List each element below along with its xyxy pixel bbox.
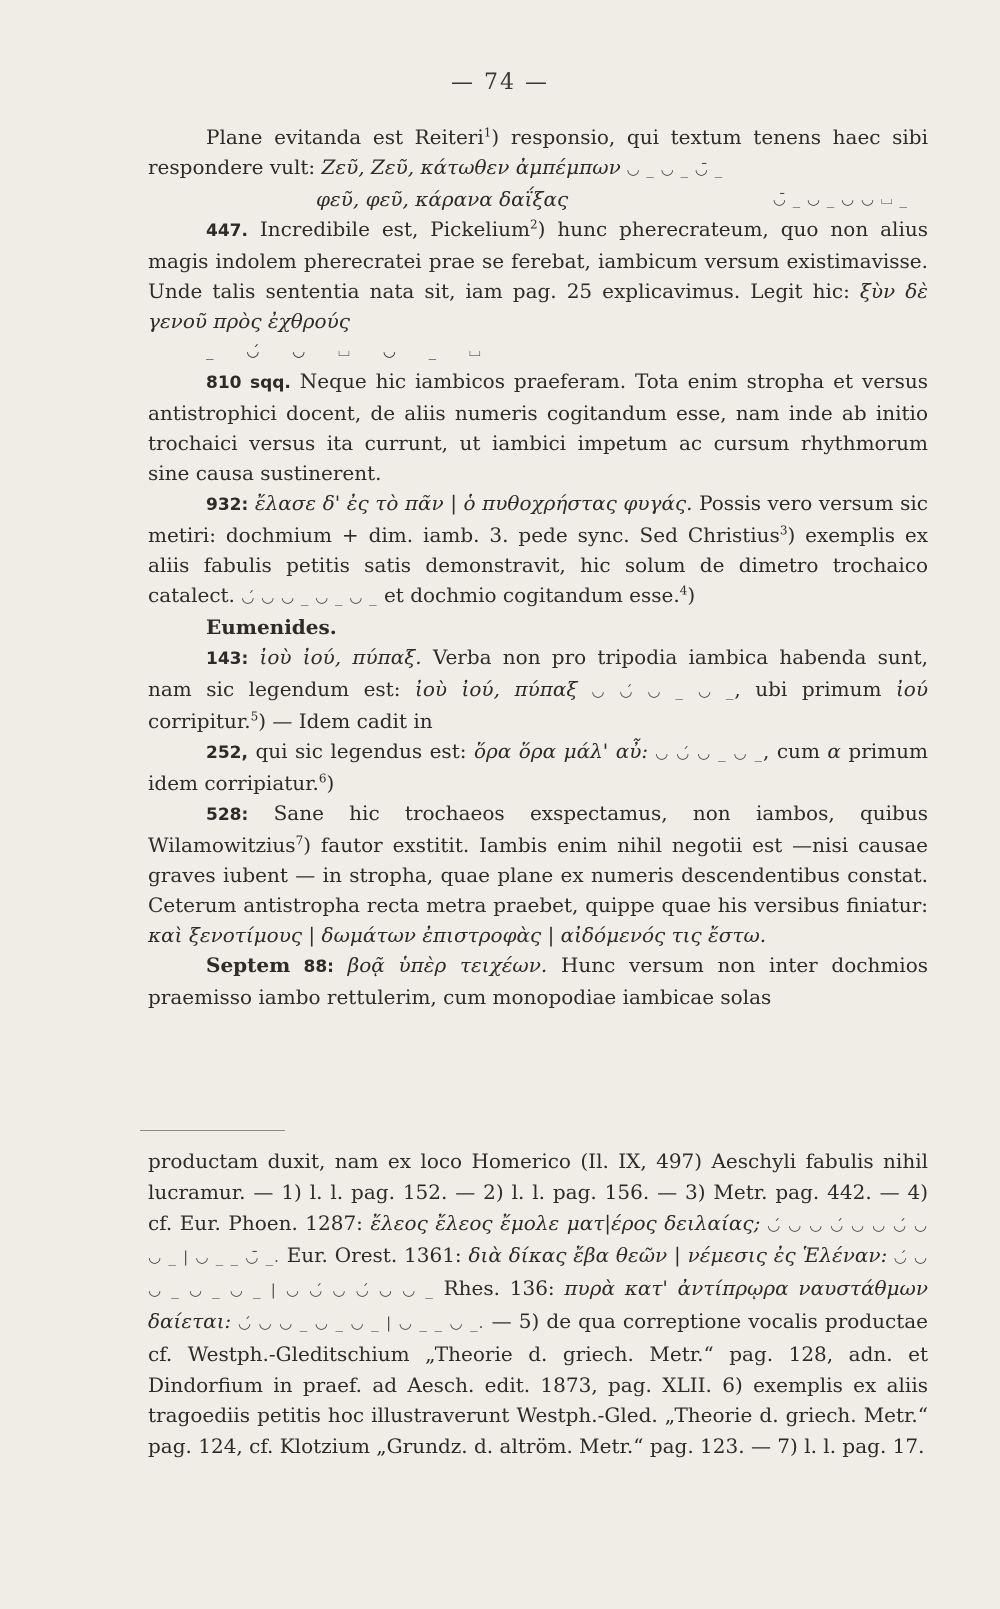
paragraph [148, 488, 928, 612]
greek-quote: φεῦ, φεῦ, κάρανα δαΐξας [316, 187, 569, 211]
text-segment: ) [687, 583, 696, 607]
text-segment: Incredibile est, Pickelium [247, 217, 530, 241]
meter-line: _ ◡́ ◡ ⌴ ◡ _ ⌴ [206, 342, 495, 360]
verse-reference: 447. [206, 221, 248, 241]
footnote-marker: 3 [779, 523, 788, 538]
verse-line [148, 184, 928, 214]
verse-reference: 143: [206, 649, 249, 669]
greek-quote: ἔλεος ἔλεος ἔμολε ματ|έρος δειλαίας; [370, 1210, 761, 1235]
footnote-marker: 1 [483, 125, 492, 140]
text-segment: , cum [763, 739, 828, 763]
section-heading: Eumenides. [206, 615, 337, 639]
text-segment: corripitur. [148, 709, 251, 733]
greek-quote: πυρὰ κατ' ἀντίπρῳρα ναυστάθμων δαίεται: [148, 1276, 928, 1333]
footnotes [148, 1146, 928, 1462]
page-number: — 74 — [451, 70, 549, 95]
meter-scheme: ◡́ ◡ ◡ _ ◡ _ ◡ _ | ◡ ◡́ ◡ ◡́ ◡ ◡ _ [148, 1248, 929, 1300]
text-segment: ) fautor exstitit. Iambis enim nihil negotii est —nisi causae graves iubent — in stropha, quae plane ex numeris descendentibus constat. Ceterum antistropha recta metra praebet, quippe quae his versibus finiatur: [148, 833, 928, 917]
meter-scheme: ◡ ◡́ ◡ _ ◡ _ [648, 744, 763, 762]
greek-quote: βοᾷ ὑπὲρ τειχέων. [347, 953, 548, 977]
meter-scheme: ◡́ ◡ ◡ _ ◡ _ ◡ _ [241, 588, 378, 606]
greek-quote: Ζεῦ, Ζεῦ, κάτωθεν ἀμπέμπων [321, 155, 621, 179]
paragraph [148, 122, 928, 184]
verse-reference: 88: [290, 957, 334, 977]
meter-scheme: ◡ ◡́ ◡ _ ◡ _ [577, 682, 735, 700]
text-segment: Verba non pro tripodia iambica habenda sunt, nam sic legendum est: [148, 645, 928, 701]
text-segment: Possis vero versum sic metiri: dochmium + dim. iamb. 3. pede sync. Sed Christius [148, 491, 928, 547]
text-segment: Rhes. 136: [433, 1276, 565, 1301]
verse-reference: 252, [206, 743, 248, 763]
paragraph [148, 642, 928, 736]
greek-quote: ἰοὺ ἰού, πύπαξ [414, 677, 578, 701]
footnote-marker: 5 [250, 709, 259, 724]
text-segment: Sane hic trochaeos exspectamus, non iambos, quibus Wilamowitzius [148, 801, 928, 857]
meter-scheme: ◡ _ ◡ _ ◡̄ _ [620, 160, 724, 178]
greek-quote: ξὺν δὲ γενοῦ πρὸς ἐχθρούς [148, 279, 928, 333]
greek-quote: ἰοὺ ἰού, πύπαξ. [259, 645, 422, 669]
text-segment [334, 953, 348, 977]
footnote-divider [140, 1130, 285, 1131]
text-segment: Hunc versum non inter dochmios praemisso iambo rettulerim, cum monopodiae iambicae solas [148, 953, 928, 1009]
verse-reference: 528: [206, 805, 249, 825]
paragraph [148, 214, 928, 336]
text-segment: ) responsio, qui textum tenens haec sibi respondere vult: [148, 125, 928, 179]
text-segment: qui sic legendus est: [247, 739, 474, 763]
footnote-marker: 7 [295, 833, 304, 848]
footnote-marker: 6 [318, 771, 327, 786]
paragraph [148, 950, 928, 1012]
text-segment: Neque hic iambicos praeferam. Tota enim stropha et versus antistrophici docent, de aliis numeris cogitandum esse, nam inde ab initio trochaici versus ita currunt, ut iambici impetum ac cursum rhythmorum sine causa sustinerent. [148, 369, 929, 485]
text-segment: , ubi primum [734, 677, 896, 701]
verse-reference: 810 sqq. [206, 373, 291, 393]
text-segment [248, 645, 259, 669]
text-segment: Plane evitanda est Reiteri [206, 125, 484, 149]
paragraph [148, 736, 928, 798]
play-title: Septem [206, 953, 291, 977]
text-segment: ) hunc pherecrateum, quo non alius magis indolem pherecratei prae se ferebat, iambicum versum existimavisse. Unde talis sententia nata sit, iam pag. 25 explicavimus. Legit hic: [148, 217, 928, 303]
verse-reference: 932: [206, 495, 249, 515]
footnote-paragraph [148, 1146, 928, 1462]
text-segment: ) exemplis ex aliis fabulis petitis satis demonstravit, hic solum de dimetro trochaico catalect. [148, 523, 928, 607]
greek-quote: α [827, 739, 841, 763]
main-text [148, 122, 928, 1012]
text-segment: ) [326, 771, 335, 795]
greek-quote: καὶ ξενοτίμους | δωμάτων ἐπιστροφὰς | αἰδόμενός τις ἔστω. [148, 923, 767, 947]
greek-quote: διὰ δίκας ἔβα θεῶν | νέμεσις ἐς Ἑλέναν: [468, 1243, 888, 1268]
text-segment: et dochmio cogitandum esse. [377, 583, 680, 607]
meter-scheme: ◡́ ◡ ◡ ◡́ ◡ ◡ ◡́ ◡ ◡ _ | ◡ _ _ ◡̄ _. [148, 1215, 928, 1267]
meter-scheme: ◡́ ◡ ◡ _ ◡ _ ◡ _ | ◡ _ _ ◡ _. [231, 1313, 485, 1332]
footnote-marker: 4 [679, 583, 688, 598]
text-segment: Eur. Orest. 1361: [279, 1243, 469, 1268]
text-segment: primum idem corripiatur. [148, 739, 928, 795]
footnote-marker: 2 [529, 217, 538, 232]
text-segment: — 5) de qua correptione vocalis productae cf. Westph.-Gleditschium „Theorie d. griech. Metr.“ pag. 128, adn. et Dindorfium in praef. ad Aesch. edit. 1873, pag. XLII. 6) exemplis ex aliis tragoediis petitis hoc illustraverunt Westph.-Gled. „Theorie d. griech. Metr.“ pag. 124, cf. Klotzium „Grundz. d. altröm. Metr.“ pag. 123. — 7) l. l. pag. 17. [148, 1308, 928, 1459]
paragraph [148, 366, 928, 488]
greek-quote: ὅρα ὅρα μάλ' αὖ: [473, 739, 649, 763]
greek-quote: ἰού [895, 677, 928, 701]
paragraph [148, 798, 928, 950]
text-segment: productam duxit, nam ex loco Homerico (Il. IX, 497) Aeschyli fabulis nihil lucramur. — 1) l. l. pag. 152. — 2) l. l. pag. 156. — 3) Metr. pag. 442. — 4) cf. Eur. Phoen. 1287: [148, 1149, 928, 1235]
greek-quote: ἔλασε δ' ἐς τὸ πᾶν | ὁ πυθοχρήστας φυγάς. [254, 491, 693, 515]
text-segment: ) — Idem cadit in [258, 709, 433, 733]
meter-scheme: ◡̄ _ ◡ _ ◡ ◡ ⌴ _ [772, 190, 908, 208]
